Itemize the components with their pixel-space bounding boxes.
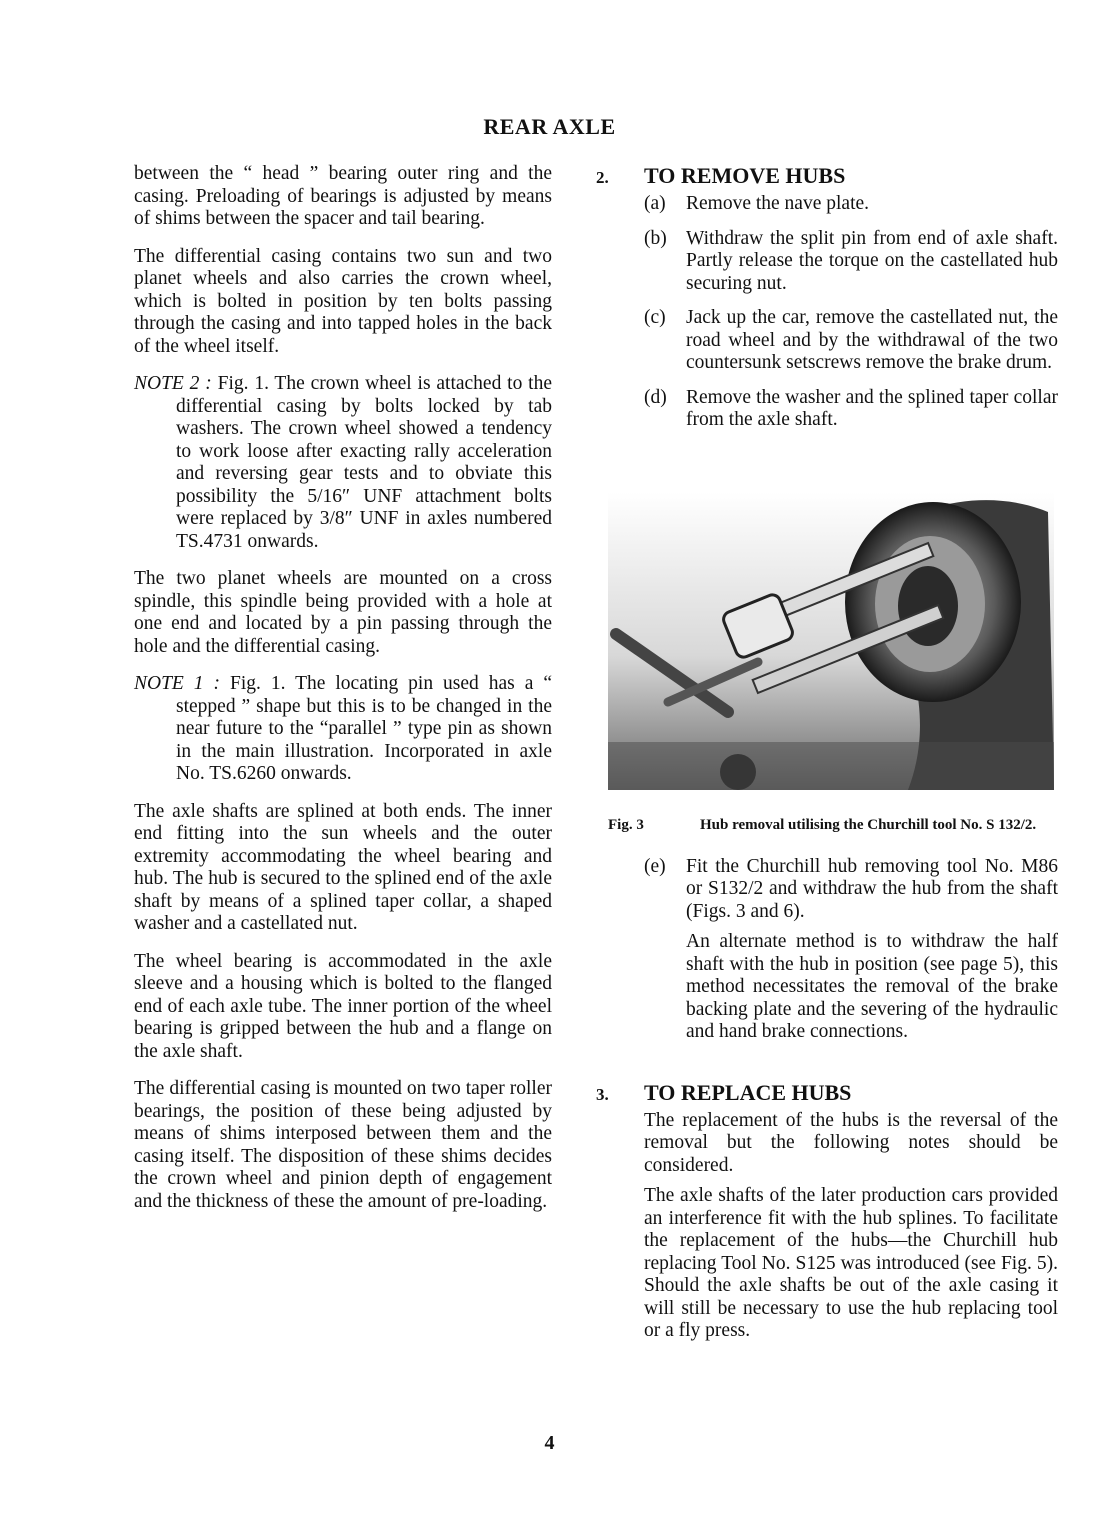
section-3-title: TO REPLACE HUBS bbox=[644, 1079, 852, 1105]
note-1 bbox=[134, 673, 552, 786]
section-2-title: TO REMOVE HUBS bbox=[644, 163, 846, 188]
step-label: (b) bbox=[644, 227, 667, 249]
paragraph-differential-mounting: The differential casing is mounted on two taper roller bearings, the position of these being adjusted by means of shims interposed between them and the casing itself. The disposition of these shims decides the crown wheel and pinion depth of engagement and the thickness of these the amount of pre-loading. bbox=[134, 1078, 552, 1212]
hub-removal-photo bbox=[608, 492, 1054, 790]
figure-caption-text: Hub removal utilising the Churchill tool No. S 132/2. bbox=[700, 816, 1037, 833]
step-text: Withdraw the split pin from end of axle shaft. Partly release the torque on the castellated hub securing nut. bbox=[686, 227, 1058, 294]
paragraph-bearing-preload: between the “ head ” bearing outer ring and the casing. Preloading of bearings is adjusted by means of shims between the spacer and tail bearing. bbox=[134, 163, 552, 229]
note-2-text: Fig. 1. The crown wheel is attached to the differential casing by bolts locked by tab washers. The crown wheel showed a tendency to work loose after exacting rally acceleration and reversing gear tests and to obviate this possibility the 5/16″ UNF attachment bolts were replaced by 3/8″ UNF in axles numbered TS.4731 onwards. bbox=[176, 373, 552, 552]
step-label: (c) bbox=[644, 307, 666, 328]
step-b bbox=[644, 228, 1058, 296]
section-3-body bbox=[596, 1110, 1058, 1343]
paragraph-differential-casing: The differential casing contains two sun and two planet wheels and also carries the crown wheel, which is bolted in position by ten bolts passing through the casing and into tapped holes in the back of the wheel itself. bbox=[134, 245, 552, 357]
step-label: (d) bbox=[644, 386, 667, 408]
paragraph-wheel-bearing: The wheel bearing is accommodated in the axle sleeve and a housing which is bolted to the flanged end of each axle tube. The inner portion of the wheel bearing is gripped between the hub and a flange on the axle shaft. bbox=[134, 950, 552, 1062]
step-e-block bbox=[596, 856, 1058, 1044]
section-2-steps bbox=[596, 193, 1058, 432]
figure-label: Fig. 3 bbox=[608, 816, 644, 833]
section-2-heading bbox=[596, 163, 1058, 189]
step-e bbox=[644, 856, 1058, 924]
step-text: Fit the Churchill hub removing tool No. M86 or S132/2 and withdraw the hub from the shaft (Figs. 3 and 6). bbox=[686, 855, 1058, 922]
paragraph-axle-shafts: The axle shafts are splined at both ends. The inner end fitting into the sun wheels and the outer extremity accommodating the wheel bearing and hub. The hub is secured to the splined end of the axle shaft by means of a splined taper collar, a shaped washer and a castellated nut. bbox=[134, 800, 552, 934]
step-c bbox=[644, 307, 1058, 375]
step-d bbox=[644, 387, 1058, 432]
section-3-number: 3. bbox=[596, 1084, 609, 1104]
right-column bbox=[596, 163, 1058, 1358]
step-a bbox=[644, 193, 1058, 216]
step-text: Jack up the car, remove the castellated nut, the road wheel and by the withdrawal of the two countersunk setscrews remove the brake drum. bbox=[686, 307, 1058, 373]
step-label: (e) bbox=[644, 855, 666, 877]
paragraph-interference-fit: The axle shafts of the later production cars provided an interference fit with the hub splines. To facilitate the replacement of the hubs—the Churchill hub replacing Tool No. S125 was introduced (see Fig. 5). Should the axle shafts be out of the axle casing it will still be necessary to use the hub replacing tool or a fly press. bbox=[644, 1185, 1058, 1341]
alternate-method-paragraph: An alternate method is to withdraw the half shaft with the hub in position (see page 5), this method necessitates the removal of the brake backing plate and the severing of the hydraulic and hand brake connections. bbox=[686, 931, 1058, 1042]
note-2 bbox=[134, 373, 552, 553]
note-1-text: Fig. 1. The locating pin used has a “ stepped ” shape but this is to be changed in the near future to the “parallel ” type pin as shown in the main illustration. Incorporated in axle No. TS.6260 onwards. bbox=[176, 673, 552, 784]
section-3-heading bbox=[596, 1080, 1058, 1106]
section-2-number: 2. bbox=[596, 168, 609, 187]
step-label: (a) bbox=[644, 193, 666, 214]
step-text: Remove the washer and the splined taper collar from the axle shaft. bbox=[686, 386, 1058, 430]
page-number: 4 bbox=[544, 1432, 555, 1454]
left-column bbox=[134, 163, 552, 1228]
page-title: REAR AXLE bbox=[483, 114, 616, 139]
paragraph-replacement: The replacement of the hubs is the reversal of the removal but the following notes should be considered. bbox=[644, 1109, 1058, 1176]
note-2-label: NOTE 2 : bbox=[134, 373, 212, 394]
note-1-label: NOTE 1 : bbox=[134, 673, 221, 694]
step-text: Remove the nave plate. bbox=[686, 193, 870, 214]
paragraph-planet-wheels: The two planet wheels are mounted on a cross spindle, this spindle being provided with a hole at one end and located by a pin passing through the hole and the differential casing. bbox=[134, 568, 552, 657]
figure-caption bbox=[608, 816, 1058, 834]
